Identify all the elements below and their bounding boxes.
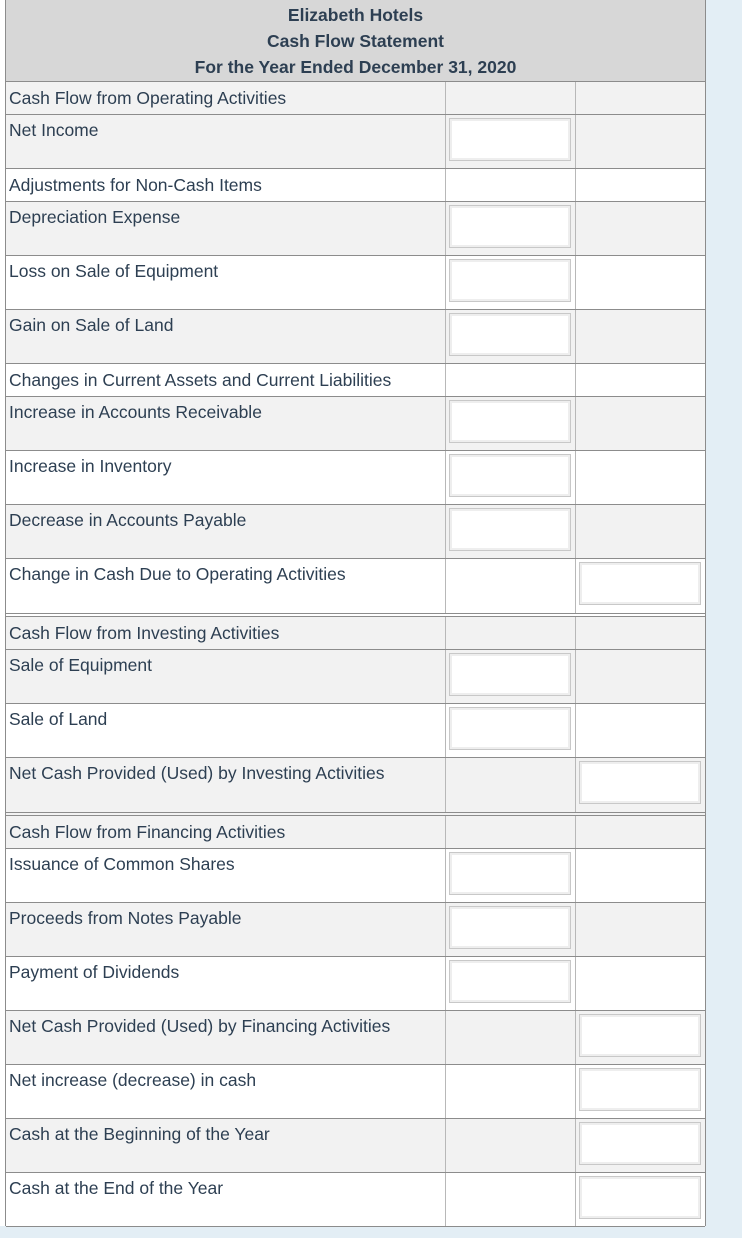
issuance-common-shares-input[interactable] [449,852,571,895]
company-name: Elizabeth Hotels [287,5,424,25]
sale-of-land-input[interactable] [449,707,571,750]
row-label: Loss on Sale of Equipment [6,256,446,309]
table-row-accounts-receivable [6,397,705,451]
operating-total-input[interactable] [579,562,701,605]
accounts-receivable-input[interactable] [449,400,571,443]
payment-dividends-input[interactable] [449,960,571,1003]
cash-end-input[interactable] [579,1176,701,1219]
inventory-input[interactable] [449,454,571,497]
row-label: Sale of Equipment [6,650,446,703]
row-label: Net increase (decrease) in cash [6,1065,446,1118]
table-row-loss-on-equipment [6,256,705,310]
loss-on-sale-equipment-input[interactable] [449,259,571,302]
row-label: Cash at the Beginning of the Year [6,1119,446,1172]
row-label: Adjustments for Non-Cash Items [6,169,446,201]
net-income-input[interactable] [449,118,571,161]
row-label: Decrease in Accounts Payable [6,505,446,558]
table-row-net-change [6,1065,705,1119]
investing-total-input[interactable] [579,761,701,804]
table-row-notes-payable [6,903,705,957]
row-label: Increase in Accounts Receivable [6,397,446,450]
row-label: Increase in Inventory [6,451,446,504]
section-heading-adjustments [6,169,705,202]
table-row-sale-land [6,704,705,758]
page-background-right [706,0,742,1238]
table-row-dividends [6,957,705,1011]
section-heading-financing [6,816,705,849]
table-row-depreciation [6,202,705,256]
row-label: Cash Flow from Operating Activities [6,82,446,114]
row-label: Payment of Dividends [6,957,446,1010]
table-row-financing-total [6,1011,705,1065]
gain-on-sale-land-input[interactable] [449,313,571,356]
row-label: Depreciation Expense [6,202,446,255]
section-heading-investing [6,617,705,650]
page-background-bottom [0,1226,742,1238]
row-label: Sale of Land [6,704,446,757]
financing-total-input[interactable] [579,1014,701,1057]
row-label: Gain on Sale of Land [6,310,446,363]
table-row-operating-total [6,559,705,617]
section-heading-operating [6,82,705,115]
row-label: Net Cash Provided (Used) by Investing Activities [6,758,446,812]
cash-flow-statement-table [5,0,706,1226]
table-row-cash-end [6,1173,705,1227]
row-label: Changes in Current Assets and Current Liabilities [6,364,446,396]
depreciation-expense-input[interactable] [449,205,571,248]
row-label: Issuance of Common Shares [6,849,446,902]
table-row-investing-total [6,758,705,816]
row-label: Cash Flow from Investing Activities [6,617,446,649]
table-row-accounts-payable [6,505,705,559]
table-row-gain-on-land [6,310,705,364]
row-label: Change in Cash Due to Operating Activities [6,559,446,613]
table-row-common-shares [6,849,705,903]
table-row-cash-beginning [6,1119,705,1173]
statement-title: Cash Flow Statement [267,31,444,51]
table-row-inventory [6,451,705,505]
row-label: Cash at the End of the Year [6,1173,446,1226]
cash-beginning-input[interactable] [579,1122,701,1165]
statement-header [6,0,705,82]
accounts-payable-input[interactable] [449,508,571,551]
row-label: Proceeds from Notes Payable [6,903,446,956]
sale-of-equipment-input[interactable] [449,653,571,696]
notes-payable-input[interactable] [449,906,571,949]
row-label: Cash Flow from Financing Activities [6,816,446,848]
table-row-net-income [6,115,705,169]
row-label: Net Income [6,115,446,168]
statement-period: For the Year Ended December 31, 2020 [194,57,517,77]
row-label: Net Cash Provided (Used) by Financing Activities [6,1011,446,1064]
table-row-sale-equipment [6,650,705,704]
section-heading-working-capital [6,364,705,397]
net-change-in-cash-input[interactable] [579,1068,701,1111]
